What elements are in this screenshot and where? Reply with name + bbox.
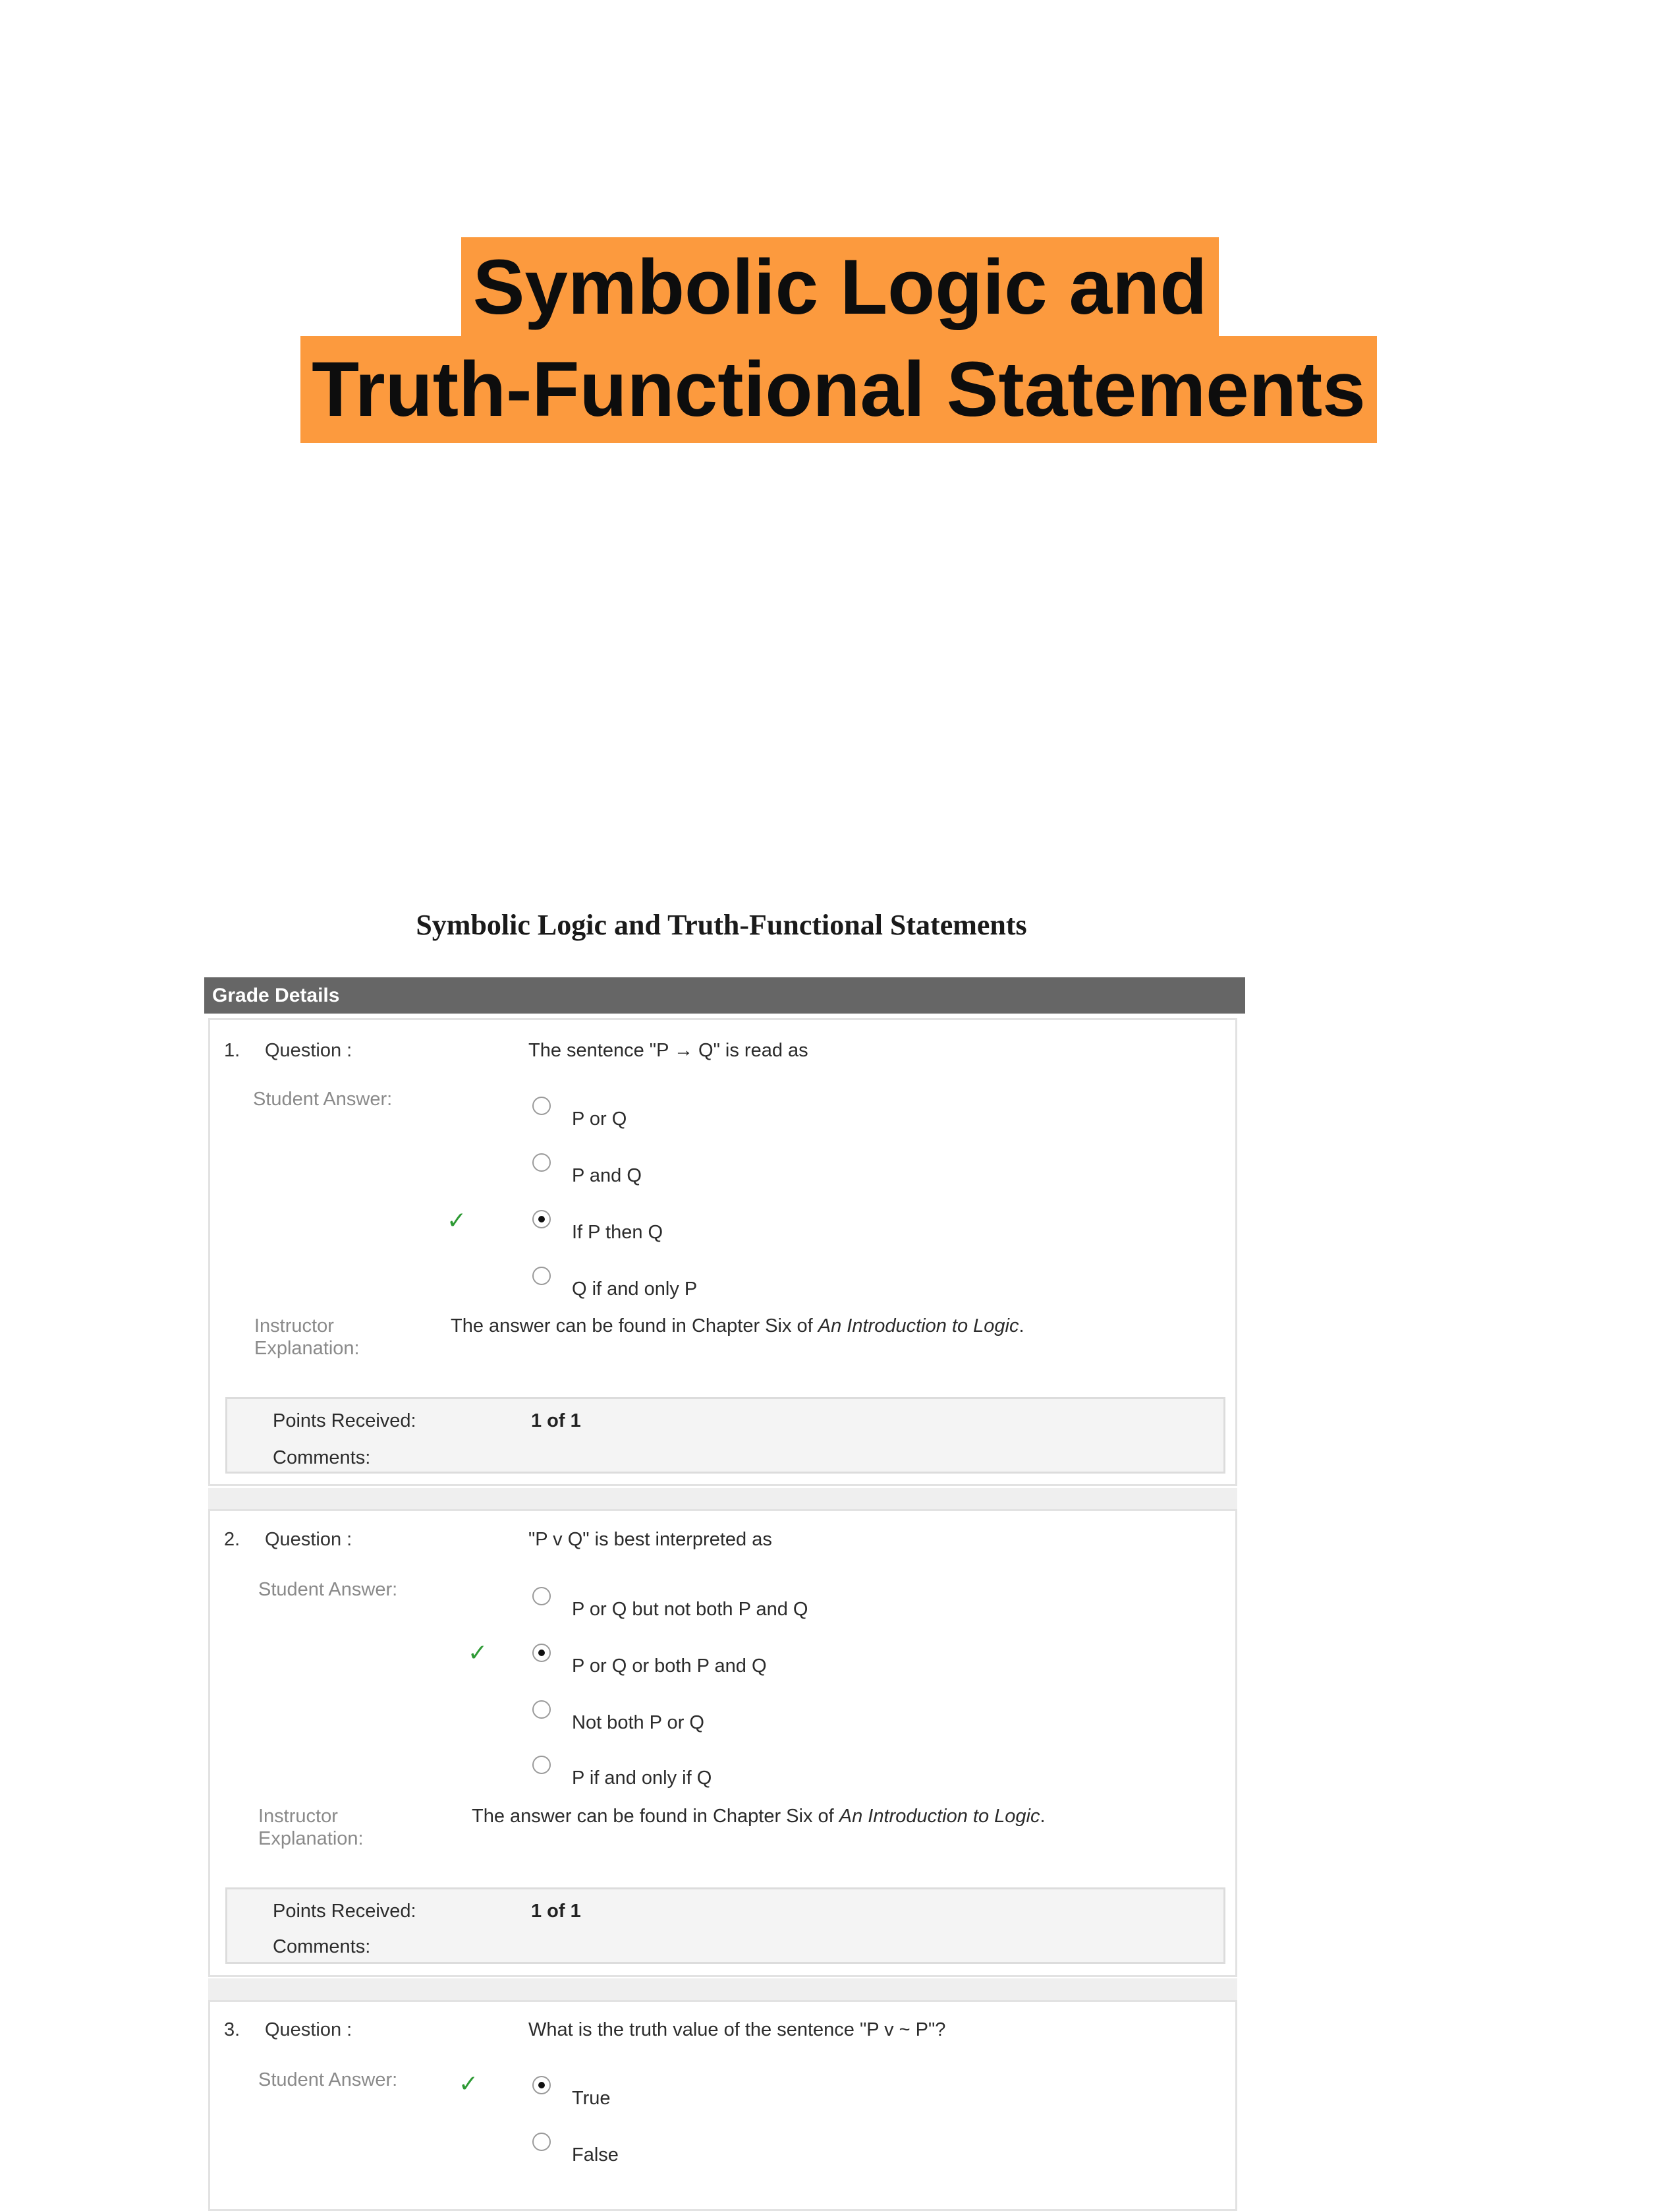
q1-option-2-radio[interactable] — [532, 1153, 551, 1172]
q3-option-1-label: True — [572, 2088, 611, 2109]
q1-comments-label: Comments: — [273, 1447, 371, 1468]
q2-explanation: The answer can be found in Chapter Six of An Introduction to Logic. — [472, 1806, 1046, 1827]
heading-line-1: Symbolic Logic and — [461, 237, 1219, 337]
q1-points-box — [225, 1397, 1225, 1474]
question-2-text: "P v Q" is best interpreted as — [528, 1529, 772, 1550]
q1-points-value: 1 of 1 — [531, 1410, 581, 1431]
q1-option-1-radio[interactable] — [532, 1097, 551, 1115]
q2-option-2-label: P or Q or both P and Q — [572, 1655, 767, 1677]
q2-check-icon: ✓ — [468, 1639, 488, 1666]
q2-comments-label: Comments: — [273, 1936, 371, 1957]
q2-option-2-radio[interactable] — [532, 1644, 551, 1662]
question-1-text: The sentence "P → Q" is read as — [528, 1040, 808, 1061]
q1-explanation: The answer can be found in Chapter Six of An Introduction to Logic. — [451, 1315, 1024, 1336]
q1-option-3-label: If P then Q — [572, 1222, 663, 1243]
q1-instructor-label-2: Explanation: — [254, 1338, 360, 1359]
separator-band-1 — [208, 1488, 1237, 1511]
q2-points-label: Points Received: — [273, 1901, 416, 1922]
q1-option-3-radio[interactable] — [532, 1210, 551, 1228]
question-2-label: Question : — [265, 1529, 352, 1550]
question-1-label: Question : — [265, 1040, 352, 1061]
question-1-number: 1. — [224, 1040, 240, 1061]
q2-instructor-label-1: Instructor — [258, 1806, 338, 1827]
q3-option-1-radio[interactable] — [532, 2076, 551, 2094]
grade-details-bar: Grade Details — [204, 977, 1245, 1014]
q3-check-icon: ✓ — [459, 2070, 479, 2097]
q1-option-2-label: P and Q — [572, 1165, 642, 1186]
q1-option-4-radio[interactable] — [532, 1267, 551, 1285]
q1-option-4-label: Q if and only P — [572, 1278, 698, 1300]
question-3-label: Question : — [265, 2019, 352, 2040]
q2-option-4-label: P if and only if Q — [572, 1767, 712, 1789]
q1-points-label: Points Received: — [273, 1410, 416, 1431]
q2-points-value: 1 of 1 — [531, 1901, 581, 1922]
question-1-student-answer-label: Student Answer: — [253, 1089, 393, 1110]
question-3-text: What is the truth value of the sentence "P v ~ P"? — [528, 2019, 946, 2040]
heading-line-2: Truth-Functional Statements — [300, 336, 1377, 443]
q1-option-1-label: P or Q — [572, 1108, 627, 1130]
q3-option-2-label: False — [572, 2144, 619, 2166]
q3-option-2-radio[interactable] — [532, 2133, 551, 2151]
q2-option-3-radio[interactable] — [532, 1700, 551, 1719]
q2-option-1-label: P or Q but not both P and Q — [572, 1599, 808, 1620]
question-2-student-answer-label: Student Answer: — [258, 1579, 398, 1600]
q2-instructor-label-2: Explanation: — [258, 1828, 364, 1849]
q2-option-3-label: Not both P or Q — [572, 1712, 704, 1733]
q1-instructor-label-1: Instructor — [254, 1315, 334, 1336]
q2-option-1-radio[interactable] — [532, 1587, 551, 1605]
screenshot-title: Symbolic Logic and Truth-Functional Statements — [416, 909, 1027, 941]
q2-points-box — [225, 1887, 1225, 1964]
q2-option-4-radio[interactable] — [532, 1756, 551, 1774]
q1-check-icon: ✓ — [447, 1207, 467, 1234]
separator-band-2 — [208, 1978, 1237, 2001]
question-3-student-answer-label: Student Answer: — [258, 2069, 398, 2090]
question-2-number: 2. — [224, 1529, 240, 1550]
question-3-number: 3. — [224, 2019, 240, 2040]
